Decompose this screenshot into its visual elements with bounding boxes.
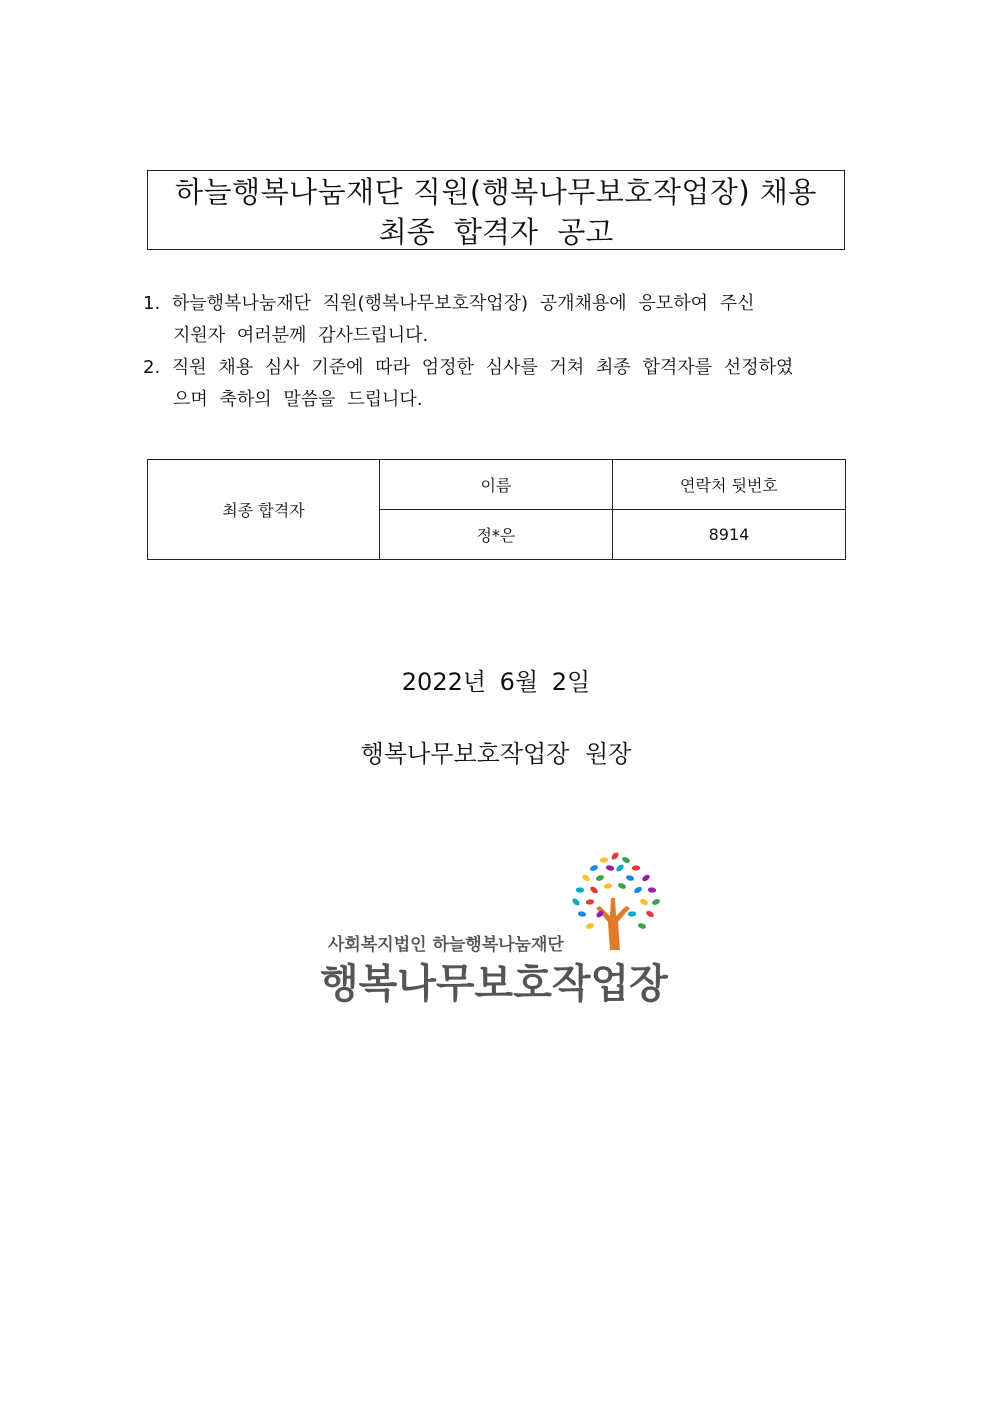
leaf	[571, 897, 581, 907]
trunk-shape	[596, 898, 630, 950]
tree-trunk	[596, 898, 630, 950]
leaf	[576, 887, 585, 892]
leaf	[645, 910, 655, 919]
signer: 행복나무보호작업장 원장	[360, 740, 632, 768]
paragraph-2-line1: 2. 직원 채용 심사 기준에 따라 엄정한 심사를 거쳐 최종 합격자를 선정하였	[143, 357, 794, 378]
header-name: 이름	[379, 460, 612, 510]
cell-name: 정*은	[379, 510, 612, 560]
leaf	[605, 865, 614, 872]
document-date: 2022년 6월 2일	[401, 668, 591, 696]
logo-subtitle: 사회복지법인 하늘행복나눔재단	[328, 935, 564, 955]
cell-phone-suffix: 8914	[612, 510, 845, 560]
leaf	[625, 874, 635, 882]
leaf	[599, 857, 608, 863]
leaf	[628, 911, 637, 917]
paragraph-2-line2: 으며 축하의 말씀을 드립니다.	[173, 389, 423, 410]
leaf	[589, 864, 599, 872]
result-table	[147, 459, 846, 560]
leaf	[621, 856, 631, 865]
leaf	[610, 851, 620, 861]
organization-logo	[320, 850, 680, 1010]
leaf	[589, 885, 599, 894]
leaf	[577, 911, 586, 918]
tree-logo-icon	[560, 850, 670, 955]
title-box	[147, 170, 845, 250]
document-title-line2: 최종 합격자 공고	[378, 215, 614, 249]
leaf	[637, 922, 647, 929]
paragraph-1-line1: 1. 하늘행복나눔재단 직원(행복나무보호작업장) 공개채용에 응모하여 주신	[143, 293, 755, 314]
leaf	[581, 873, 591, 882]
leaf	[615, 863, 625, 872]
leaf	[595, 874, 605, 882]
document-title-line1: 하늘행복나눔재단 직원(행복나무보호작업장) 채용	[175, 175, 817, 209]
leaf	[585, 899, 594, 905]
leaf	[603, 882, 612, 889]
leaf	[639, 898, 649, 907]
leaf	[632, 865, 641, 871]
header-phone-suffix: 연락처 뒷번호	[612, 460, 845, 510]
table-header-row	[148, 460, 846, 510]
leaf	[617, 882, 627, 890]
logo-name: 행복나무보호작업장	[320, 961, 668, 1007]
paragraph-1-line2: 지원자 여러분께 감사드립니다.	[173, 325, 429, 346]
leaf	[641, 873, 651, 882]
row-label-cell: 최종 합격자	[148, 460, 380, 560]
leaf	[633, 886, 643, 895]
leaf	[651, 898, 661, 906]
leaf	[585, 922, 595, 930]
leaf	[648, 887, 657, 893]
